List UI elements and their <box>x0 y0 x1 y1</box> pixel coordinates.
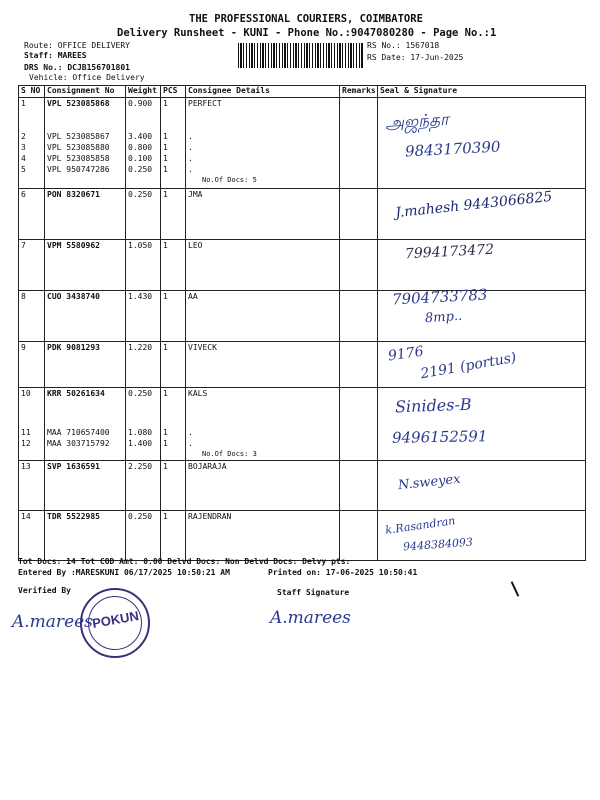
weight: 1.080 <box>128 428 153 437</box>
route-label: Route: OFFICE DELIVERY <box>24 41 130 50</box>
handwritten-signature-4: 8mp.. <box>424 308 463 327</box>
weight: 1.430 <box>128 292 153 301</box>
sno: 9 <box>21 343 26 352</box>
consignee-name: KALS <box>188 389 208 398</box>
staff-signature: A.marees <box>270 608 351 628</box>
table-row <box>19 291 586 342</box>
weight: 2.250 <box>128 462 153 471</box>
table-header-row <box>19 86 586 98</box>
pcs: 1 <box>163 132 168 141</box>
vehicle-label: Vehicle: Office Delivery <box>29 73 145 82</box>
sno: 14 <box>21 512 31 521</box>
printed-on: Printed on: 17-06-2025 10:50:41 <box>268 568 418 577</box>
sno: 7 <box>21 241 26 250</box>
weight: 0.250 <box>128 165 153 174</box>
remarks-cell <box>340 291 378 342</box>
sno: 8 <box>21 292 26 301</box>
consignee-name: . <box>188 154 193 163</box>
weight: 1.400 <box>128 439 153 448</box>
table-row <box>19 388 586 461</box>
consignee-name: . <box>188 132 193 141</box>
remarks-cell <box>340 461 378 511</box>
column-header: S NO <box>19 86 45 98</box>
consignment-no: TDR 5522985 <box>47 512 100 521</box>
consignee-name: . <box>188 428 193 437</box>
consignment-no: VPL 523085868 <box>47 99 110 108</box>
remarks-cell <box>340 342 378 388</box>
sno: 3 <box>21 143 26 152</box>
consignee-name: BOJARAJA <box>188 462 227 471</box>
verified-by-label: Verified By <box>18 586 71 595</box>
consignee-name: . <box>188 439 193 448</box>
pcs: 1 <box>163 462 168 471</box>
rs-date: RS Date: 17-Jun-2025 <box>367 53 464 62</box>
column-header: Seal & Signature <box>378 86 586 98</box>
consignee-name: LEO <box>188 241 203 250</box>
sno: 10 <box>21 389 31 398</box>
drs-number: DRS No.: DCJB156701801 <box>24 63 130 72</box>
pen-mark <box>511 581 520 596</box>
table-row <box>19 98 586 189</box>
consignee-name: . <box>188 143 193 152</box>
handwritten-signature-7: N.sweyex <box>397 471 462 494</box>
consignment-no: PON 8320671 <box>47 190 100 199</box>
handwritten-phone-6: 9496152591 <box>391 427 488 447</box>
remarks-cell <box>340 511 378 561</box>
weight: 1.050 <box>128 241 153 250</box>
remarks-cell <box>340 388 378 461</box>
consignment-no: MAA 710657400 <box>47 428 110 437</box>
totals-line: Tot Docs: 14 Tot COD Amt: 0.00 Delvd Docs: Non Delvd Docs: Delvy pts: <box>18 557 351 566</box>
weight: 0.900 <box>128 99 153 108</box>
table-row <box>19 461 586 511</box>
pcs: 1 <box>163 512 168 521</box>
table-row <box>19 240 586 291</box>
pcs: 1 <box>163 165 168 174</box>
weight: 0.250 <box>128 512 153 521</box>
pcs: 1 <box>163 154 168 163</box>
consignment-no: KRR 50261634 <box>47 389 105 398</box>
sno: 12 <box>21 439 31 448</box>
consignment-no: SVP 1636591 <box>47 462 100 471</box>
column-header: Consignment No <box>45 86 126 98</box>
remarks-cell <box>340 240 378 291</box>
remarks-cell <box>340 98 378 189</box>
remarks-cell <box>340 189 378 240</box>
staff-label: Staff: MAREES <box>24 51 87 60</box>
weight: 0.250 <box>128 389 153 398</box>
sno: 11 <box>21 428 31 437</box>
pcs: 1 <box>163 389 168 398</box>
consignee-name: VIVECK <box>188 343 217 352</box>
handwritten-signature-2: J.mahesh 9443066825 <box>394 188 554 222</box>
pcs: 1 <box>163 292 168 301</box>
weight: 0.800 <box>128 143 153 152</box>
company-title: THE PROFESSIONAL COURIERS, COIMBATORE <box>189 13 423 25</box>
verified-signature: A.marees <box>12 612 93 632</box>
barcode <box>238 43 363 68</box>
handwritten-note-5: 2191 (portus) <box>419 349 518 383</box>
weight: 0.250 <box>128 190 153 199</box>
handwritten-signature-1: அஜந்தா <box>384 109 450 135</box>
consignee-name: AA <box>188 292 198 301</box>
sno: 4 <box>21 154 26 163</box>
runsheet-table <box>18 85 586 561</box>
docs-count: No.Of Docs: 3 <box>202 450 257 458</box>
table-row <box>19 511 586 561</box>
sno: 5 <box>21 165 26 174</box>
docs-count: No.Of Docs: 5 <box>202 176 257 184</box>
column-header: Weight <box>126 86 161 98</box>
column-header: PCS <box>161 86 186 98</box>
handwritten-signature-8: k.Rasandran <box>384 514 457 537</box>
sno: 2 <box>21 132 26 141</box>
stamp-text: POKUN <box>91 608 140 631</box>
pcs: 1 <box>163 190 168 199</box>
handwritten-phone-8: 9448384093 <box>402 535 474 554</box>
handwritten-phone-4: 7904733783 <box>391 285 488 309</box>
consignee-name: JMA <box>188 190 203 199</box>
pcs: 1 <box>163 439 168 448</box>
pcs: 1 <box>163 143 168 152</box>
column-header: Remarks <box>340 86 378 98</box>
entered-by: Entered By :MARESKUNI 06/17/2025 10:50:21 AM <box>18 568 230 577</box>
runsheet-title: Delivery Runsheet - KUNI - Phone No.:9047080280 - Page No.:1 <box>117 27 497 39</box>
pcs: 1 <box>163 99 168 108</box>
handwritten-phone-1: 9843170390 <box>404 137 501 161</box>
consignee-name: RAJENDRAN <box>188 512 232 521</box>
pcs: 1 <box>163 428 168 437</box>
consignment-no: MAA 303715792 <box>47 439 110 448</box>
weight: 0.100 <box>128 154 153 163</box>
sno: 13 <box>21 462 31 471</box>
consignment-no: PDK 9081293 <box>47 343 100 352</box>
consignee-name: PERFECT <box>188 99 222 108</box>
rs-number: RS No.: 1567018 <box>367 41 440 50</box>
consignment-no: VPM 5580962 <box>47 241 100 250</box>
consignment-no: VPL 523085867 <box>47 132 110 141</box>
staff-signature-label: Staff Signature <box>277 588 350 597</box>
weight: 1.220 <box>128 343 153 352</box>
consignment-no: VPL 523085880 <box>47 143 110 152</box>
pcs: 1 <box>163 343 168 352</box>
consignment-no: VPL 950747286 <box>47 165 110 174</box>
weight: 3.400 <box>128 132 153 141</box>
consignment-no: VPL 523085858 <box>47 154 110 163</box>
sno: 1 <box>21 99 26 108</box>
handwritten-signature-6: Sinides-B <box>394 394 472 417</box>
sno: 6 <box>21 190 26 199</box>
handwritten-phone-3: 7994173472 <box>404 241 495 263</box>
consignee-name: . <box>188 165 193 174</box>
handwritten-signature-5: 9176 <box>387 343 425 365</box>
pcs: 1 <box>163 241 168 250</box>
column-header: Consignee Details <box>186 86 340 98</box>
consignment-no: CUO 3438740 <box>47 292 100 301</box>
